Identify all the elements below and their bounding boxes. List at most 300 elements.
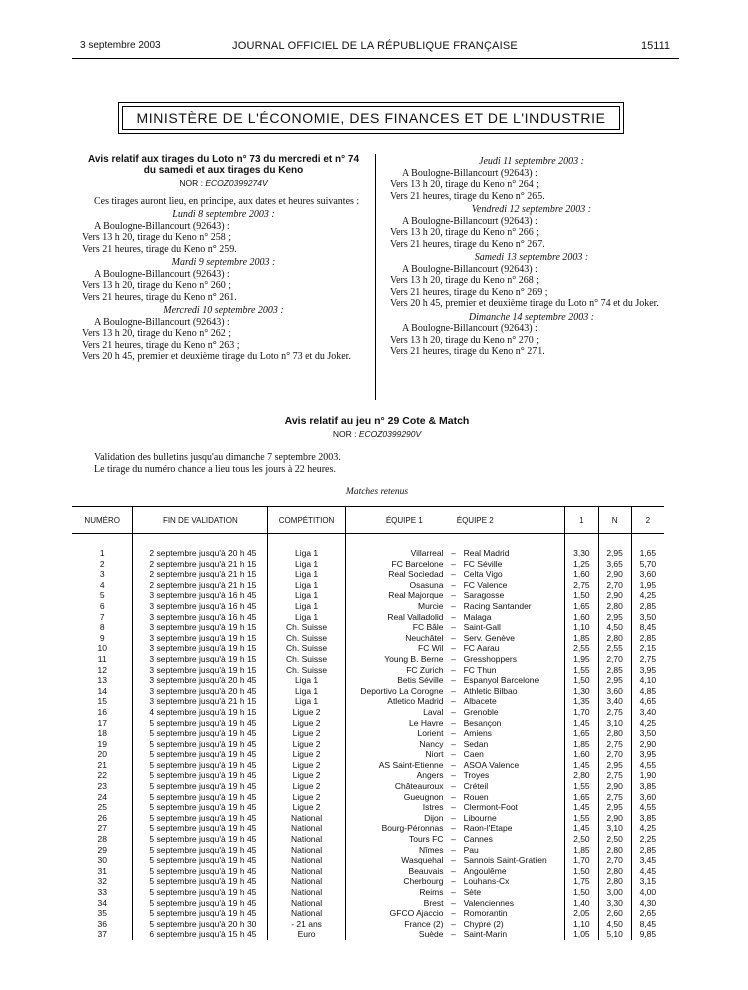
row-equipe2: Serv. Genève (463, 632, 515, 643)
table-row (72, 622, 664, 633)
row-equipe1: Real Majorque (388, 590, 444, 601)
row-competition: Euro (268, 929, 346, 940)
row-odds-2: 3,95 (631, 665, 664, 676)
row-odds-1: 1,45 (565, 718, 598, 729)
row-equipe2: Caen (463, 749, 484, 760)
row-odds-n: 2,95 (598, 548, 631, 559)
row-fin-validation: 5 septembre jusqu'à 19 h 45 (133, 770, 268, 781)
row-equipe1: Istres (422, 802, 444, 813)
row-competition: Liga 1 (268, 601, 346, 612)
row-fin-validation: 5 septembre jusqu'à 19 h 45 (133, 876, 268, 887)
row-odds-n: 4,50 (598, 919, 631, 930)
row-number: 19 (72, 739, 133, 750)
row-equipe1: FC Barcelone (391, 558, 444, 569)
table-row (72, 675, 664, 686)
row-fin-validation: 2 septembre jusqu'à 21 h 15 (133, 569, 268, 580)
row-equipe2: Romorantin (463, 908, 508, 919)
row-separator: – (451, 759, 456, 770)
draw-line: Vers 21 heures, tirage du Keno n° 265. (390, 190, 545, 202)
row-odds-1: 1,35 (565, 696, 598, 707)
row-competition: Ligue 2 (268, 760, 346, 771)
row-competition: Ligue 2 (268, 802, 346, 813)
row-equipe2: Troyes (463, 770, 490, 781)
row-odds-n: 2,80 (598, 866, 631, 877)
row-competition: Ligue 2 (268, 749, 346, 760)
row-equipe2: Chypre (2) (463, 918, 504, 929)
row-number: 4 (72, 580, 133, 591)
row-equipe1: Niort (425, 749, 444, 760)
row-fin-validation: 3 septembre jusqu'à 16 h 45 (133, 590, 268, 601)
row-odds-2: 8,45 (631, 622, 664, 633)
row-number: 18 (72, 728, 133, 739)
row-equipe1: FC Zurich (406, 664, 444, 675)
row-equipe2: Racing Santander (463, 600, 532, 611)
table-row (72, 590, 664, 601)
row-separator: – (451, 558, 456, 569)
nor-label: NOR : (332, 429, 357, 439)
row-competition: Liga 1 (268, 686, 346, 697)
row-number: 26 (72, 813, 133, 824)
table-row (72, 633, 664, 644)
col-header-fin: FIN DE VALIDATION (133, 507, 268, 534)
row-number: 14 (72, 686, 133, 697)
row-fin-validation: 5 septembre jusqu'à 19 h 45 (133, 739, 268, 750)
day-heading: Lundi 8 septembre 2003 : (172, 209, 275, 220)
row-odds-2: 3,85 (631, 781, 664, 792)
row-odds-2: 4,25 (631, 718, 664, 729)
row-equipe2: Pau (463, 844, 479, 855)
row-competition: National (268, 866, 346, 877)
row-competition: National (268, 813, 346, 824)
row-equipe2: Albacete (463, 696, 497, 707)
row-odds-2: 3,85 (631, 813, 664, 824)
table-row (72, 919, 664, 930)
row-odds-1: 1,70 (565, 707, 598, 718)
row-fin-validation: 5 septembre jusqu'à 19 h 45 (133, 718, 268, 729)
row-equipe1: FC Wil (418, 643, 444, 654)
row-equipe2: Real Madrid (463, 548, 510, 558)
row-equipe1: Reims (419, 887, 444, 897)
row-equipe1: Tours FC (409, 834, 444, 845)
row-equipe2: FC Séville (463, 558, 503, 569)
row-number: 27 (72, 823, 133, 834)
row-odds-1: 1,65 (565, 792, 598, 803)
row-equipe1: Angers (416, 770, 444, 781)
row-number: 23 (72, 781, 133, 792)
row-competition: Ch. Suisse (268, 654, 346, 665)
row-odds-n: 2,70 (598, 855, 631, 866)
table-row (72, 855, 664, 866)
row-odds-1: 1,55 (565, 665, 598, 676)
row-equipe2: Clermont-Foot (463, 802, 518, 813)
row-odds-2: 2,85 (631, 845, 664, 856)
row-competition: Liga 1 (268, 675, 346, 686)
row-number: 33 (72, 887, 133, 898)
row-odds-n: 2,95 (598, 802, 631, 813)
row-fin-validation: 3 septembre jusqu'à 19 h 15 (133, 665, 268, 676)
row-odds-2: 2,25 (631, 834, 664, 845)
row-equipe1: Beauvais (408, 865, 444, 876)
row-odds-n: 2,75 (598, 792, 631, 803)
draw-line: Vers 13 h 20, tirage du Keno n° 262 ; (82, 328, 231, 339)
days-right (390, 156, 673, 358)
row-equipe1: Real Sociedad (388, 569, 444, 580)
table-row (72, 707, 664, 718)
row-odds-2: 2,65 (631, 908, 664, 919)
row-separator: – (451, 802, 456, 813)
draw-line: Vers 13 h 20, tirage du Keno n° 268 ; (390, 275, 539, 286)
row-number: 22 (72, 770, 133, 781)
row-fin-validation: 5 septembre jusqu'à 19 h 45 (133, 855, 268, 866)
row-equipe1: Laval (423, 706, 444, 717)
row-separator: – (451, 738, 456, 749)
row-competition: National (268, 908, 346, 919)
row-equipe2: Espanyol Barcelone (463, 675, 540, 686)
row-odds-1: 2,05 (565, 908, 598, 919)
row-odds-n: 2,80 (598, 728, 631, 739)
row-odds-2: 1,95 (631, 580, 664, 591)
row-fin-validation: 5 septembre jusqu'à 20 h 30 (133, 919, 268, 930)
row-number: 37 (72, 929, 133, 940)
row-separator: – (451, 876, 456, 887)
table-row (72, 813, 664, 824)
row-separator: – (451, 643, 456, 654)
draw-line: Vers 21 heures, tirage du Keno n° 261. (82, 291, 237, 303)
validation-text: Validation des bulletins jusqu'au dimanche 7 septembre 2003. (94, 452, 341, 463)
row-fin-validation: 5 septembre jusqu'à 19 h 45 (133, 760, 268, 771)
row-fin-validation: 3 septembre jusqu'à 16 h 45 (133, 612, 268, 623)
row-competition: National (268, 898, 346, 909)
row-equipe2: Malaga (463, 611, 492, 622)
row-odds-2: 4,25 (631, 823, 664, 834)
row-equipe1: France (2) (404, 918, 444, 929)
row-odds-1: 1,85 (565, 739, 598, 750)
draw-line: Vers 13 h 20, tirage du Keno n° 266 ; (390, 227, 539, 238)
row-odds-1: 1,60 (565, 749, 598, 760)
row-equipe1: Atletico Madrid (387, 696, 444, 707)
row-competition: National (268, 887, 346, 898)
row-separator: – (451, 611, 456, 622)
row-separator: – (451, 749, 456, 760)
row-odds-n: 2,75 (598, 770, 631, 781)
row-competition: National (268, 845, 346, 856)
day-heading: Vendredi 12 septembre 2003 : (471, 204, 592, 215)
row-competition: Liga 1 (268, 696, 346, 707)
draw-line: Vers 21 heures, tirage du Keno n° 267. (390, 238, 545, 250)
header-rule (72, 58, 679, 59)
row-fin-validation: 3 septembre jusqu'à 19 h 15 (133, 633, 268, 644)
row-odds-2: 3,40 (631, 707, 664, 718)
nor-code: ECOZ0399290V (358, 429, 422, 439)
draw-line: Vers 21 heures, tirage du Keno n° 259. (82, 243, 237, 255)
day-heading: Dimanche 14 septembre 2003 : (468, 311, 595, 323)
row-separator: – (451, 632, 456, 643)
row-equipe1: Cherbourg (403, 876, 444, 887)
row-odds-n: 2,70 (598, 749, 631, 760)
table-spacer (72, 534, 664, 549)
draw-line: Vers 20 h 45, premier et deuxième tirage du Loto n° 73 et du Joker. (82, 351, 351, 362)
row-odds-1: 1,50 (565, 590, 598, 601)
day-heading: Samedi 13 septembre 2003 : (474, 252, 589, 263)
row-separator: – (451, 823, 456, 834)
table-row (72, 728, 664, 739)
row-fin-validation: 2 septembre jusqu'à 21 h 15 (133, 580, 268, 591)
row-number: 35 (72, 908, 133, 919)
col-header-numero: NUMÉRO (72, 507, 133, 534)
table-row (72, 686, 664, 697)
table-row (72, 749, 664, 760)
table-row (72, 781, 664, 792)
row-competition: Ligue 2 (268, 728, 346, 739)
table-row (72, 612, 664, 623)
row-equipe2: Amiens (463, 728, 492, 739)
row-odds-2: 4,65 (631, 696, 664, 707)
table-row (72, 866, 664, 877)
draw-location: A Boulogne-Billancourt (92643) : (402, 323, 538, 334)
day-heading: Mercredi 10 septembre 2003 : (163, 305, 284, 316)
row-odds-2: 9,85 (631, 929, 664, 940)
row-odds-1: 1,25 (565, 559, 598, 570)
row-equipe2: Créteil (463, 781, 489, 792)
row-odds-1: 1,55 (565, 813, 598, 824)
row-number: 31 (72, 866, 133, 877)
draw-line: Vers 13 h 20, tirage du Keno n° 260 ; (82, 280, 231, 291)
row-separator: – (451, 834, 456, 845)
table-header-row (72, 507, 664, 534)
col-header-2: 2 (631, 507, 664, 534)
row-equipe1: Murcie (417, 600, 444, 611)
row-number: 17 (72, 718, 133, 729)
row-odds-n: 2,75 (598, 707, 631, 718)
row-competition: National (268, 834, 346, 845)
row-number: 9 (72, 633, 133, 644)
row-odds-2: 4,85 (631, 686, 664, 697)
row-odds-n: 2,80 (598, 601, 631, 612)
row-number: 36 (72, 919, 133, 930)
table-body (72, 534, 664, 940)
row-odds-1: 1,60 (565, 569, 598, 580)
row-odds-2: 4,10 (631, 675, 664, 686)
draw-line: Vers 21 heures, tirage du Keno n° 271. (390, 346, 545, 357)
row-equipe1: FC Bâle (412, 622, 444, 633)
row-odds-1: 1,85 (565, 633, 598, 644)
row-number: 21 (72, 760, 133, 771)
avis2-text (82, 452, 672, 475)
row-odds-2: 1,65 (631, 548, 664, 559)
row-competition: Liga 1 (268, 612, 346, 623)
page-number: 15111 (641, 40, 670, 52)
row-odds-n: 3,65 (598, 559, 631, 570)
row-odds-n: 2,80 (598, 876, 631, 887)
table-row (72, 823, 664, 834)
row-odds-1: 1,70 (565, 855, 598, 866)
row-number: 16 (72, 707, 133, 718)
row-equipe2: Rouen (463, 791, 489, 802)
row-odds-2: 4,55 (631, 760, 664, 771)
matches-label: Matches retenus (345, 487, 409, 497)
row-equipe2: FC Aarau (463, 643, 500, 654)
row-equipe2: Sedan (463, 738, 489, 749)
row-odds-n: 2,75 (598, 739, 631, 750)
row-odds-n: 2,50 (598, 834, 631, 845)
row-fin-validation: 3 septembre jusqu'à 21 h 15 (133, 696, 268, 707)
row-number: 20 (72, 749, 133, 760)
row-competition: National (268, 876, 346, 887)
avis1-title: Avis relatif aux tirages du Loto n° 73 du mercredi et n° 74 du samedi et aux tirages du Keno (87, 154, 360, 176)
row-odds-n: 2,80 (598, 633, 631, 644)
row-equipe1: Gueugnon (403, 791, 444, 802)
row-odds-1: 1,95 (565, 654, 598, 665)
row-equipe2: Saint-Marin (463, 929, 508, 940)
row-number: 5 (72, 590, 133, 601)
row-odds-1: 2,80 (565, 770, 598, 781)
table-row (72, 718, 664, 729)
table-row (72, 887, 664, 898)
row-odds-1: 1,10 (565, 622, 598, 633)
row-equipe1: Betis Séville (397, 675, 444, 686)
row-odds-2: 2,90 (631, 739, 664, 750)
draw-line: Vers 13 h 20, tirage du Keno n° 270 ; (390, 334, 539, 346)
row-odds-n: 2,55 (598, 643, 631, 654)
row-competition: National (268, 823, 346, 834)
row-number: 34 (72, 898, 133, 909)
row-odds-1: 1,65 (565, 728, 598, 739)
row-odds-1: 2,55 (565, 643, 598, 654)
row-odds-2: 3,15 (631, 876, 664, 887)
row-fin-validation: 5 septembre jusqu'à 19 h 45 (133, 749, 268, 760)
row-equipe1: Young B. Berne (384, 653, 444, 664)
row-number: 25 (72, 802, 133, 813)
row-odds-1: 1,60 (565, 612, 598, 623)
row-fin-validation: 5 septembre jusqu'à 19 h 45 (133, 781, 268, 792)
row-odds-2: 2,85 (631, 601, 664, 612)
row-odds-2: 3,95 (631, 749, 664, 760)
row-odds-1: 3,30 (565, 548, 598, 559)
row-odds-n: 4,50 (598, 622, 631, 633)
row-equipe2: Angoulême (463, 865, 507, 876)
row-fin-validation: 3 septembre jusqu'à 20 h 45 (133, 686, 268, 697)
row-fin-validation: 5 septembre jusqu'à 19 h 45 (133, 813, 268, 824)
row-odds-2: 4,45 (631, 866, 664, 877)
row-competition: Liga 1 (268, 569, 346, 580)
row-separator: – (451, 728, 456, 739)
row-equipe1: Lorient (417, 728, 444, 739)
avis2-title: Avis relatif au jeu n° 29 Cote & Match (284, 415, 470, 427)
row-odds-1: 2,75 (565, 580, 598, 591)
row-separator: – (451, 622, 456, 633)
row-odds-n: 2,85 (598, 665, 631, 676)
row-equipe1: Real Valladolid (387, 611, 444, 622)
table-row (72, 580, 664, 591)
row-odds-1: 1,50 (565, 887, 598, 898)
row-number: 11 (72, 654, 133, 665)
avis1-left-column (82, 154, 365, 363)
row-odds-n: 2,60 (598, 908, 631, 919)
issue-date: 3 septembre 2003 (80, 40, 161, 51)
row-separator: – (451, 685, 456, 696)
row-number: 7 (72, 612, 133, 623)
row-equipe2: Saragosse (463, 590, 505, 601)
row-equipe1: GFCO Ajaccio (389, 908, 444, 919)
row-odds-1: 1,85 (565, 845, 598, 856)
row-separator: – (451, 696, 456, 707)
row-competition: Liga 1 (268, 548, 346, 559)
table-row (72, 654, 664, 665)
row-competition: Ligue 2 (268, 739, 346, 750)
table-row (72, 643, 664, 654)
row-odds-n: 2,90 (598, 569, 631, 580)
day-heading: Mardi 9 septembre 2003 : (171, 257, 276, 268)
table-row (72, 898, 664, 909)
table-row (72, 908, 664, 919)
avis1-right-column (390, 154, 673, 358)
row-odds-1: 1,45 (565, 760, 598, 771)
row-number: 8 (72, 622, 133, 633)
row-equipe2: Libourne (463, 812, 497, 823)
row-separator: – (451, 600, 456, 611)
row-separator: – (451, 706, 456, 717)
table-row (72, 876, 664, 887)
row-equipe1: Brest (423, 897, 444, 908)
row-competition: National (268, 855, 346, 866)
row-equipe1: Suède (418, 929, 444, 940)
row-equipe2: Saint-Gall (463, 622, 501, 633)
row-number: 2 (72, 559, 133, 570)
row-fin-validation: 5 septembre jusqu'à 19 h 45 (133, 866, 268, 877)
row-odds-2: 1,90 (631, 770, 664, 781)
row-competition: - 21 ans (268, 919, 346, 930)
row-odds-2: 3,60 (631, 792, 664, 803)
row-equipe2: ASOA Valence (463, 759, 520, 770)
row-equipe2: Raon-l'Etape (463, 823, 513, 834)
table-row (72, 770, 664, 781)
row-fin-validation: 5 septembre jusqu'à 19 h 45 (133, 887, 268, 898)
row-odds-1: 2,50 (565, 834, 598, 845)
row-equipe1: Deportivo La Corogne (360, 685, 444, 696)
row-fin-validation: 3 septembre jusqu'à 20 h 45 (133, 675, 268, 686)
row-fin-validation: 3 septembre jusqu'à 16 h 45 (133, 601, 268, 612)
row-fin-validation: 5 septembre jusqu'à 19 h 45 (133, 802, 268, 813)
row-fin-validation: 5 septembre jusqu'à 19 h 45 (133, 728, 268, 739)
table-row (72, 696, 664, 707)
row-odds-n: 3,10 (598, 823, 631, 834)
avis2-nor (82, 429, 672, 439)
ministry-title: MINISTÈRE DE L'ÉCONOMIE, DES FINANCES ET DE L'INDUSTRIE (122, 106, 620, 130)
avis1-nor (82, 178, 365, 190)
column-divider (375, 154, 376, 400)
row-odds-n: 3,40 (598, 696, 631, 707)
row-number: 3 (72, 569, 133, 580)
row-separator: – (451, 865, 456, 876)
nor-label: NOR : (179, 178, 203, 188)
row-odds-n: 2,70 (598, 654, 631, 665)
row-odds-n: 2,95 (598, 612, 631, 623)
matches-table (72, 506, 664, 940)
row-number: 28 (72, 834, 133, 845)
draw-location: A Boulogne-Billancourt (92643) : (94, 316, 230, 328)
col-header-1: 1 (565, 507, 598, 534)
row-number: 24 (72, 792, 133, 803)
row-number: 32 (72, 876, 133, 887)
draw-location: A Boulogne-Billancourt (92643) : (402, 167, 538, 179)
draw-line: Vers 13 h 20, tirage du Keno n° 258 ; (82, 232, 231, 243)
row-odds-1: 1,30 (565, 686, 598, 697)
row-number: 12 (72, 665, 133, 676)
table-row (72, 760, 664, 771)
row-number: 1 (72, 548, 133, 559)
row-equipe2: Athletic Bilbao (463, 685, 518, 696)
draw-line: Vers 21 heures, tirage du Keno n° 269 ; (390, 286, 548, 298)
